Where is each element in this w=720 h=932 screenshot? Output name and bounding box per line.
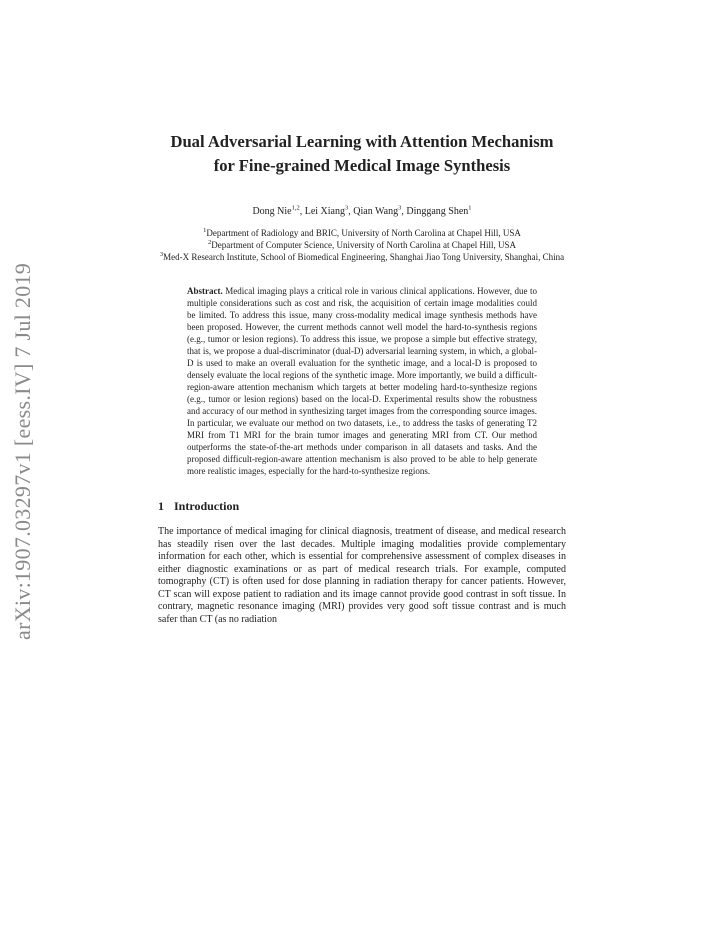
affiliation: $^3$Med-X Research Institute, School of Biomedical Engineering, Shanghai Jiao Tong University, Shanghai, China: [159, 251, 565, 262]
paper-title: Dual Adversarial Learning with Attention Mechanism for Fine-grained Medical Image Synthesis: [170, 132, 554, 175]
author-list: Dong Nie$^{1,2}$, Lei Xiang$^3$, Qian Wang$^3$, Dinggang Shen$^1$: [252, 204, 472, 217]
author: Lei Xiang$^3$: [304, 204, 349, 217]
abstract: [187, 285, 537, 477]
section-heading: [158, 499, 566, 514]
affiliation-list: [158, 227, 566, 263]
affiliation: $^2$Department of Computer Science, University of North Carolina at Chapel Hill, USA: [208, 239, 516, 250]
author: Qian Wang$^3$: [353, 204, 402, 217]
affiliation: $^1$Department of Radiology and BRIC, University of North Carolina at Chapel Hill, USA: [203, 227, 521, 238]
abstract-text: Medical imaging plays a critical role in various clinical applications. However, due to multiple considerations such as cost and risk, the acquisition of certain image modalities could be limited. To address this issue, many cross-modality medical image synthesis methods have been proposed. However, the current methods cannot well model the hard-to-synthesis regions (e.g., tumor or lesion regions). To address this issue, we propose a simple but effective strategy, that is, we propose a dual-discriminator (dual-D) adversarial learning system, in which, a global-D is used to make an overall evaluation for the synthetic image, and a local-D is proposed to densely evaluate the local regions of the synthetic image. More importantly, we build a difficult-region-aware attention mechanism which targets at better modeling hard-to-synthesize regions (e.g., tumor or lesion regions) based on the local-D. Experimental results show the robustness and accuracy of our method in synthesizing target images from the corresponding source images. In particular, we evaluate our method on two datasets, i.e., to address the tasks of generating T2 MRI from T1 MRI for the brain tumor images and generating MRI from CT. Our method outperforms the state-of-the-art methods under comparison in all datasets and tasks. And the proposed difficult-region-aware attention mechanism is also proved to be able to help generate more realistic images, especially for the hard-to-synthesize regions.: [187, 286, 537, 476]
paper-page: [158, 130, 566, 626]
section-body: The importance of medical imaging for clinical diagnosis, treatment of disease, and medical research has steadily risen over the last decades. Multiple imaging modalities provide complementary information for each other, which is essential for comprehensive assessment of complex diseases in either diagnostic examinations or as part of medical research trials. For example, computed tomography (CT) is often used for dose planning in radiation therapy for cancer patients. However, CT scan will expose patient to radiation and its image cannot provide good contrast in soft tissue. In contrary, magnetic resonance imaging (MRI) provides very good soft tissue contrast and is much safer than CT (as no radiation: [158, 526, 566, 625]
section-number: 1: [158, 499, 164, 513]
author: Dong Nie$^{1,2}$: [252, 204, 300, 217]
arxiv-identifier: arXiv:1907.03297v1 [eess.IV] 7 Jul 2019: [10, 262, 35, 640]
author: Dinggang Shen$^1$: [406, 204, 472, 217]
abstract-label: Abstract.: [187, 286, 223, 296]
section-title: Introduction: [174, 499, 240, 513]
